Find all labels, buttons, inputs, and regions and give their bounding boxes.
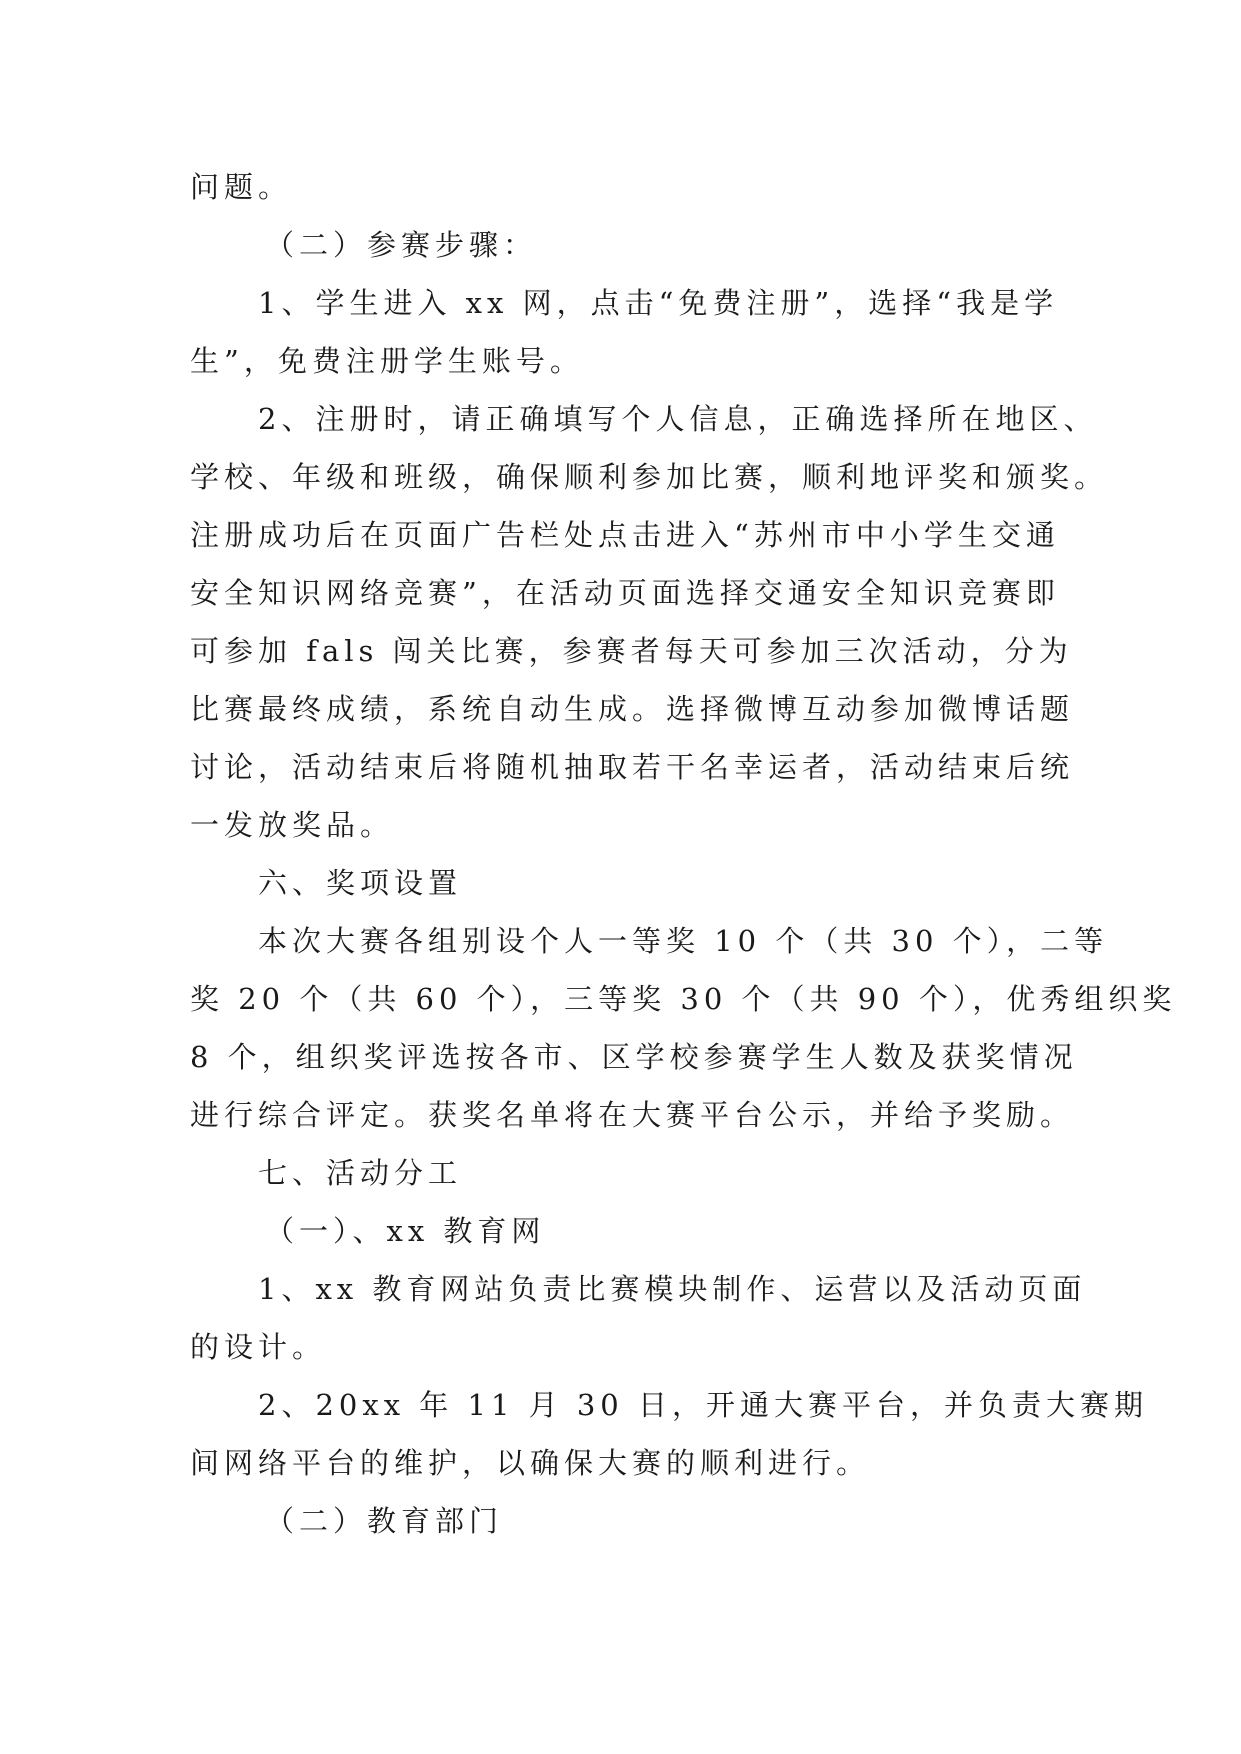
body-line: 间网络平台的维护，以确保大赛的顺利进行。 [190,1446,871,1480]
section-heading: （二）参赛步骤： [265,228,538,262]
document-body [190,158,1177,1550]
body-line: 一发放奖品。 [190,808,395,842]
section-heading: 六、奖项设置 [258,866,463,900]
body-line: 注册成功后在页面广告栏处点击进入“苏州市中小学生交通 [190,518,1060,552]
body-line: 可参加 fals 闯关比赛，参赛者每天可参加三次活动，分为 [190,634,1073,668]
body-line: 学校、年级和班级，确保顺利参加比赛，顺利地评奖和颁奖。 [190,460,1109,494]
subsection-heading: （二）教育部门 [265,1504,504,1538]
paragraph-start: 2、注册时，请正确填写个人信息，正确选择所在地区、 [258,402,1098,436]
paragraph-start: 1、xx 教育网站负责比赛模块制作、运营以及活动页面 [258,1272,1087,1306]
body-line: 比赛最终成绩，系统自动生成。选择微博互动参加微博话题 [190,692,1075,726]
body-line: 问题。 [190,170,293,204]
subsection-heading: （一）、xx 教育网 [265,1214,546,1248]
body-line: 奖 20 个（共 60 个），三等奖 30 个（共 90 个），优秀组织奖 [190,982,1177,1016]
body-line: 生”，免费注册学生账号。 [190,344,584,378]
body-line: 讨论，活动结束后将随机抽取若干名幸运者，活动结束后统 [190,750,1075,784]
body-line: 安全知识网络竞赛”，在活动页面选择交通安全知识竞赛即 [190,576,1060,610]
body-line: 的设计。 [190,1330,327,1364]
paragraph-start: 本次大赛各组别设个人一等奖 10 个（共 30 个），二等 [258,924,1109,958]
paragraph-start: 1、学生进入 xx 网，点击“免费注册”，选择“我是学 [258,286,1059,320]
section-heading: 七、活动分工 [258,1156,463,1190]
paragraph-start: 2、20xx 年 11 月 30 日，开通大赛平台，并负责大赛期 [258,1388,1148,1422]
body-line: 进行综合评定。获奖名单将在大赛平台公示，并给予奖励。 [190,1098,1075,1132]
body-line: 8 个，组织奖评选按各市、区学校参赛学生人数及获奖情况 [190,1040,1078,1074]
